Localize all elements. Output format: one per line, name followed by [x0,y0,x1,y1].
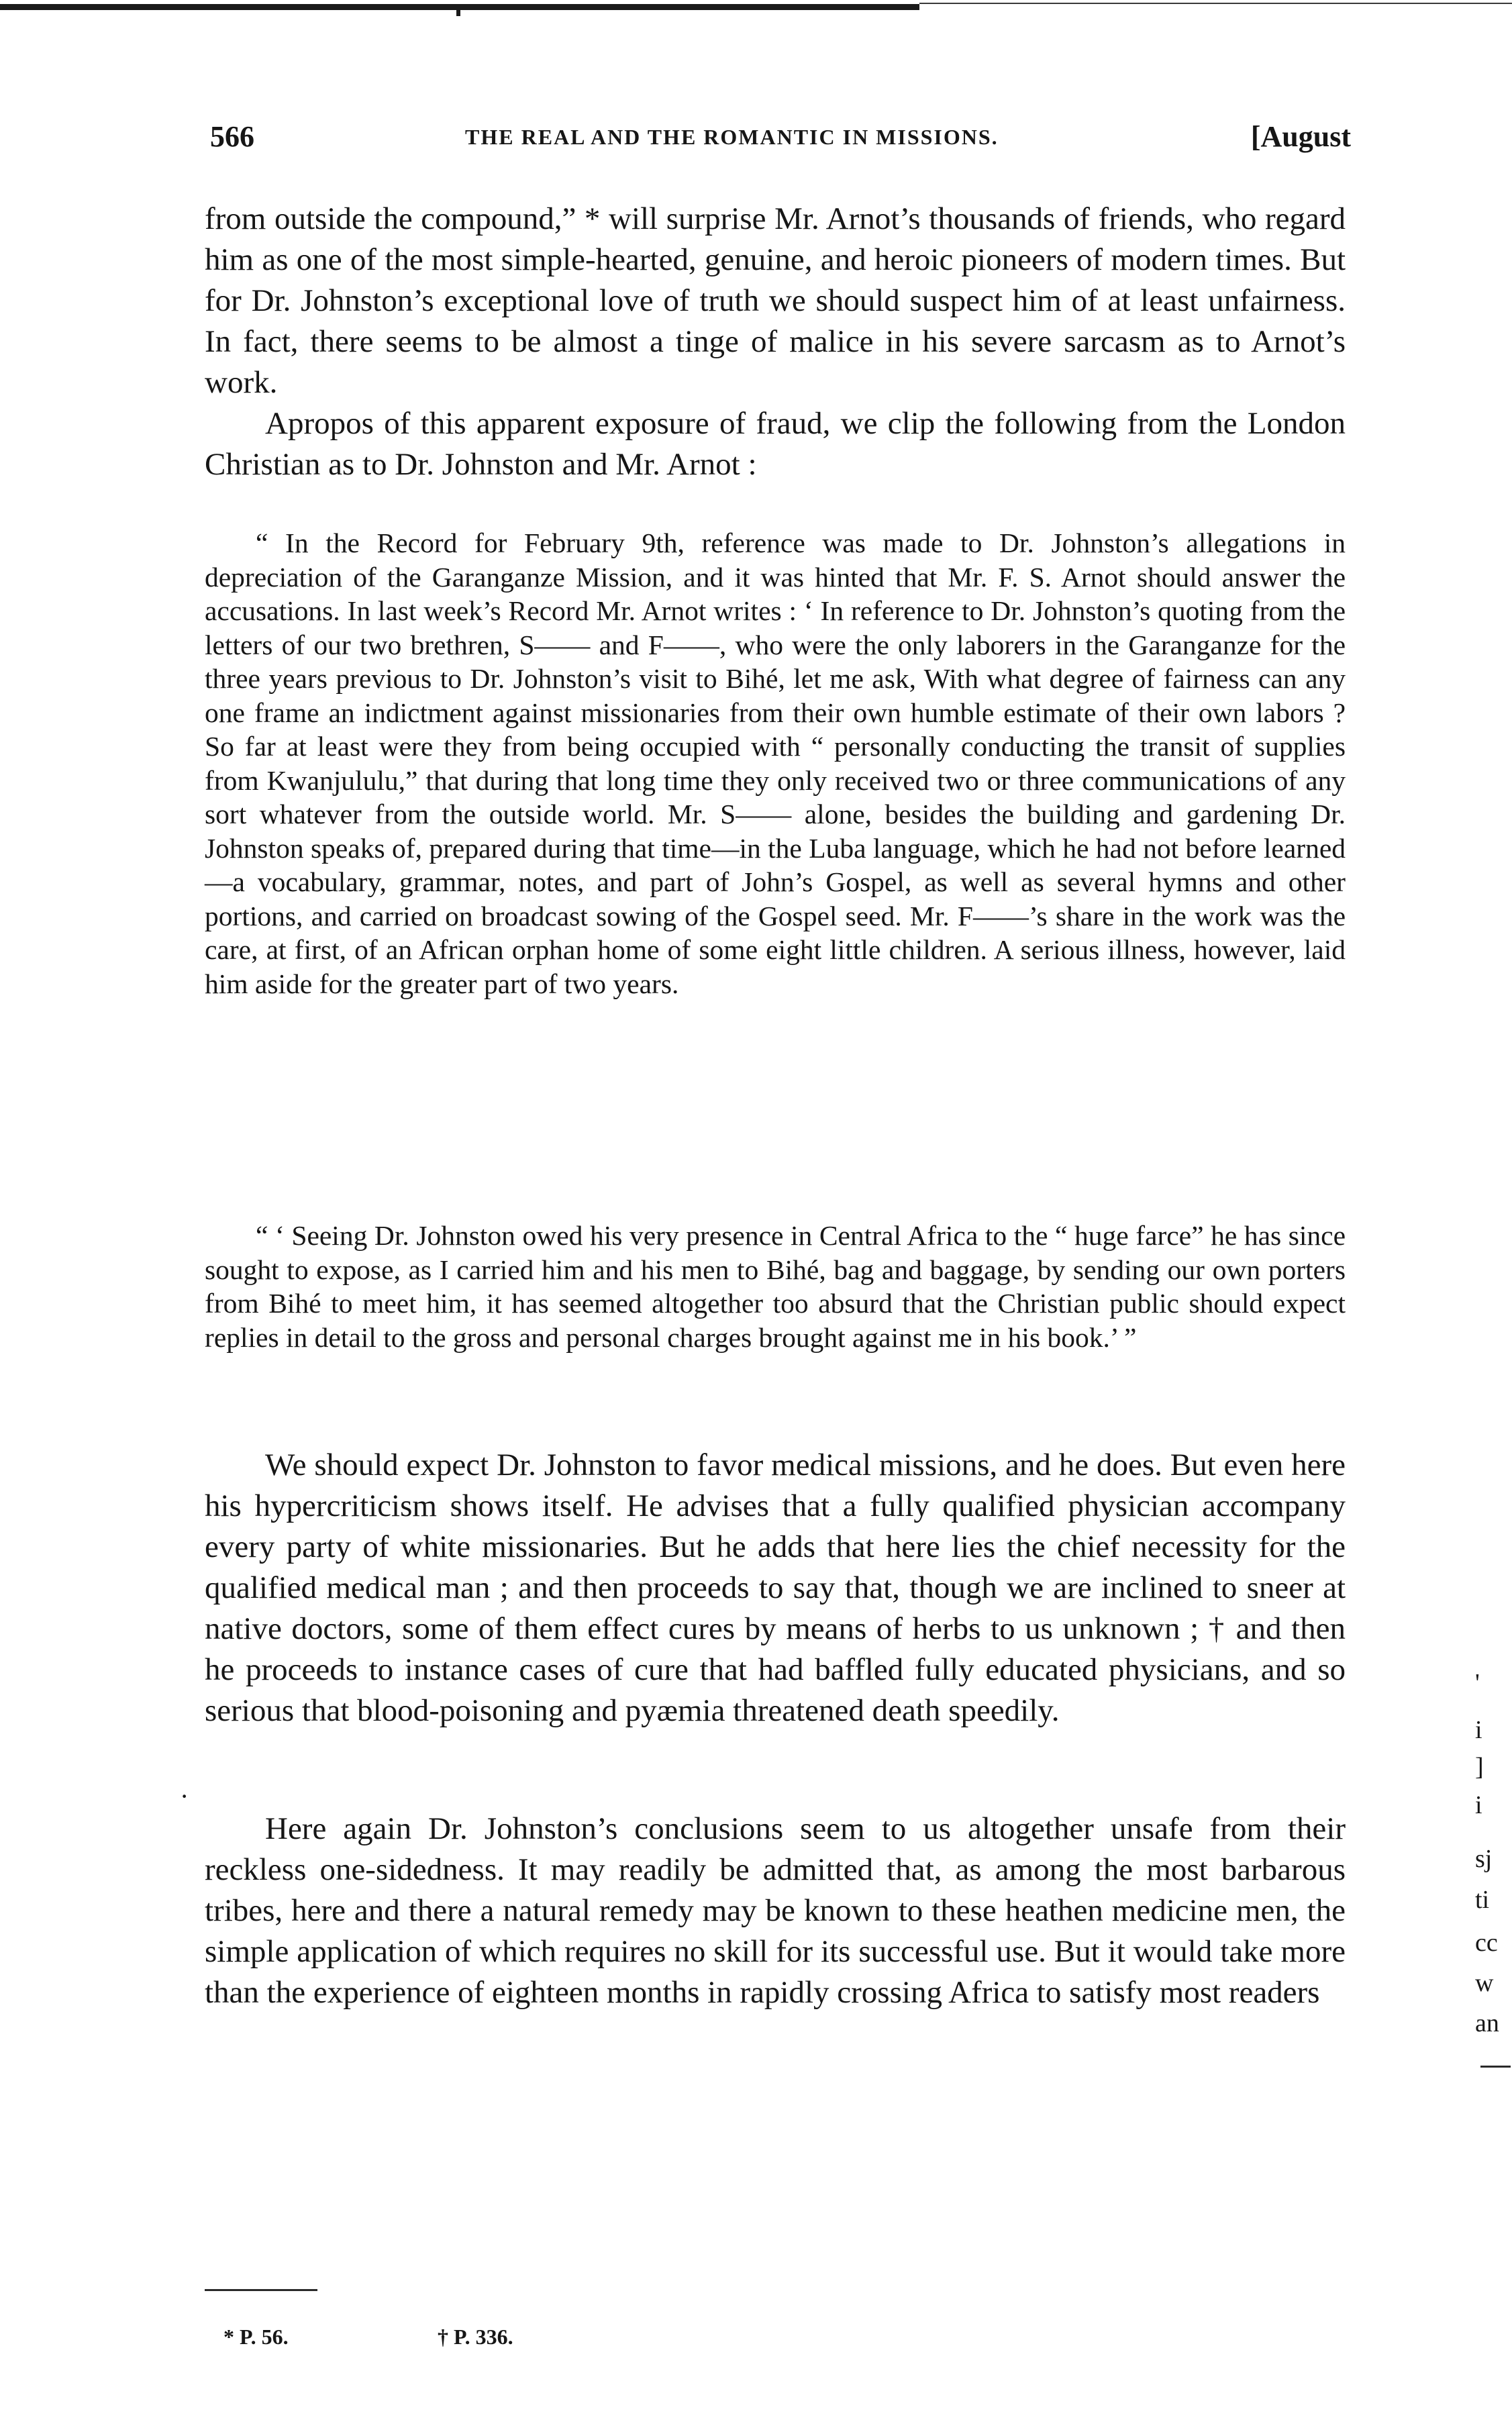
adjacent-fragment: sj [1475,1845,1493,1873]
running-title: THE REAL AND THE ROMANTIC IN MISSIONS. [465,125,999,149]
adjacent-fragment: ' [1475,1669,1480,1697]
margin-mark: · [180,1781,189,1811]
footnote-rule [205,2289,317,2291]
adjacent-rule [1480,2066,1511,2068]
adjacent-fragment: i [1475,1716,1482,1744]
adjacent-fragment: cc [1475,1929,1498,1957]
footnote-2: † P. 336. [438,2325,513,2349]
quote-paragraph-1: “ In the Record for February 9th, reference was made to Dr. Johnston’s allegations in depreciation of the Garanganze Mission, and it was hinted that Mr. F. S. Arnot should answer the accusations. In last week’s Record Mr. Arnot writes : ‘ In reference to Dr. Johnston’s quoting from the letters of our two brethren, S—— and F——, who were the only laborers in the Garanganze for the three years previous to Dr. Johnston’s visit to Bihé, let me ask, With what degree of fairness can any one frame an indictment against missionaries from their own humble estimate of their own labors ? So far at least were they from being occupied with “ personally conducting the transit of supplies from Kwanjululu,” that during that long time they only received two or three communications of any sort whatever from the outside world. Mr. S—— alone, besides the building and gardening Dr. Johnston speaks of, prepared during that time—in the Luba language, which he had not before learned—a vocabulary, grammar, notes, and part of John’s Gospel, as well as several hymns and other portions, and carried on broadcast sowing of the Gospel seed. Mr. F——’s share in the work was the care, at first, of an African orphan home of some eight little children. A serious illness, however, laid him aside for the greater part of two years. [205,527,1346,999]
adjacent-fragment: an [1475,2009,1499,2037]
paragraph-2: Apropos of this apparent exposure of fraud, we clip the following from the London Christian as to Dr. Johnston and Mr. Arnot : [205,406,1346,482]
quote-paragraph-2: “ ‘ Seeing Dr. Johnston owed his very presence in Central Africa to the “ huge farce” he has since sought to expose, as I carried him and his men to Bihé, bag and baggage, by sending our own porters from Bihé to meet him, it has seemed altogether too absurd that the Christian public should expect replies in detail to the gross and personal charges brought against me in his book.’ ” [205,1220,1346,1353]
paragraph-3: We should expect Dr. Johnston to favor medical missions, and he does. But even here his hypercriticism shows itself. He advises that a fully qualified physician accompany every party of white missionaries. But he adds that here lies the chief necessity for the qualified medical man ; and then proceeds to say that, though we are inclined to sneer at native doctors, some of them effect cures by means of herbs to us unknown ; † and then he proceeds to instance cases of cure that had baffled fully educated physicians, and so serious that blood-poisoning and pyæmia threatened death speedily. [205,1448,1346,1728]
top-edge-tick [456,8,460,16]
running-head [210,119,1351,160]
footnote-1: * P. 56. [223,2325,289,2349]
top-edge-thin-rule [919,3,1512,4]
running-month: [August [1250,120,1351,153]
adjacent-fragment: i [1475,1791,1482,1819]
page-number: 566 [210,120,254,153]
adjacent-page-edge [1475,0,1512,2432]
adjacent-fragment: ti [1475,1886,1490,1914]
adjacent-fragment: ] [1475,1753,1484,1781]
paragraph-1: from outside the compound,” * will surprise Mr. Arnot’s thousands of friends, who regard him as one of the most simple-hearted, genuine, and heroic pioneers of modern times. But for Dr. Johnston’s exceptional love of truth we should suspect him of at least unfairness. In fact, there seems to be almost a tinge of malice in his severe sarcasm as to Arnot’s work. [205,201,1346,400]
adjacent-fragment: w [1475,1969,1494,1997]
paragraph-4: Here again Dr. Johnston’s conclusions seem to us altogether unsafe from their reckless one-sidedness. It may readily be admitted that, as among the most barbarous tribes, here and there a natural remedy may be known to these heathen medicine men, the simple application of which requires no skill for its successful use. But it would take more than the experience of eighteen months in rapidly crossing Africa to satisfy most readers [205,1811,1346,2010]
